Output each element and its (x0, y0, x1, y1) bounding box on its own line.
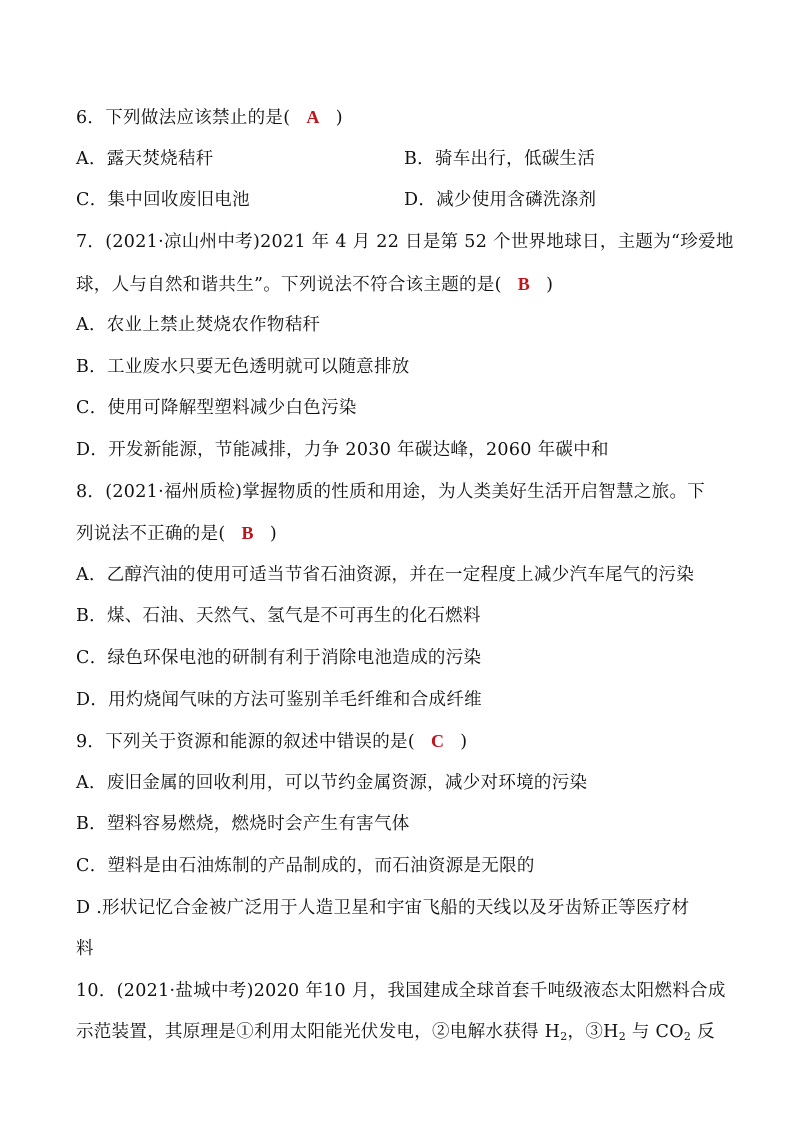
q10-line2-part-b: ，③H (567, 1022, 619, 1042)
q10-stem-line-2 (76, 1020, 734, 1044)
q10-sub-co2: 2 (683, 1030, 692, 1043)
q7-option-b: B．工业废水只要无色透明就可以随意排放 (76, 357, 410, 377)
q6-close-paren: ) (335, 108, 343, 128)
question-7-stem (76, 272, 734, 297)
q10-sub-h2-b: 2 (618, 1030, 627, 1043)
q10-sub-h2-a: 2 (560, 1030, 568, 1043)
q7-stem-line-2: 球，人与自然和谐共生”。下列说法不符合该主题的是( (76, 275, 502, 295)
q6-option-a: A．露天焚烧秸秆 (76, 149, 214, 169)
q8-option-a: A．乙醇汽油的使用可适当节省石油资源，并在一定程度上减少汽车尾气的污染 (76, 565, 695, 585)
q6-option-b: B．骑车出行，低碳生活 (404, 149, 596, 169)
q9-option-d-line-2: 料 (76, 939, 94, 959)
question-6-stem (76, 105, 734, 130)
q9-answer: C (430, 731, 445, 751)
q6-option-d: D．减少使用含磷洗涤剂 (404, 190, 597, 210)
question-8-stem (76, 521, 734, 546)
q7-stem-line-1: 7．(2021·凉山州中考)2021 年 4 月 22 日是第 52 个世界地球日，主题为“珍爱地 (76, 232, 734, 252)
q8-stem-line-1: 8．(2021·福州质检)掌握物质的性质和用途，为人类美好生活开启智慧之旅。下 (76, 482, 706, 502)
q6-option-c: C．集中回收废旧电池 (76, 190, 250, 210)
q7-option-d: D．开发新能源，节能减排，力争 2030 年碳达峰，2060 年碳中和 (76, 440, 609, 460)
q9-option-c: C．塑料是由石油炼制的产品制成的，而石油资源是无限的 (76, 856, 535, 876)
q7-answer: B (517, 274, 531, 294)
q6-stem-text: 6．下列做法应该禁止的是( (76, 108, 291, 128)
q10-line2-part-c: 与 CO (626, 1022, 684, 1042)
q7-option-c: C．使用可降解型塑料减少白色污染 (76, 398, 357, 418)
q8-option-c: C．绿色环保电池的研制有利于消除电池造成的污染 (76, 648, 482, 668)
question-6-options-row-1 (76, 147, 734, 171)
q7-close-paren: ) (546, 275, 554, 295)
q9-option-b: B．塑料容易燃烧，燃烧时会产生有害气体 (76, 814, 410, 834)
q9-stem-text: 9．下列关于资源和能源的叙述中错误的是( (76, 732, 415, 752)
question-9-stem (76, 729, 734, 754)
q10-line2-part-d: 反 (691, 1022, 715, 1042)
q8-close-paren: ) (269, 524, 277, 544)
q8-option-b: B．煤、石油、天然气、氢气是不可再生的化石燃料 (76, 606, 481, 626)
q10-stem-line-1: 10．(2021·盐城中考)2020 年10 月，我国建成全球首套千吨级液态太阳燃料合成 (76, 981, 726, 1001)
q6-answer: A (306, 107, 320, 127)
question-6-options-row-2 (76, 188, 734, 212)
q8-answer: B (241, 523, 254, 543)
q8-stem-line-2: 列说法不正确的是( (76, 524, 226, 544)
q9-close-paren: ) (460, 732, 468, 752)
q9-option-a: A．废旧金属的回收利用，可以节约金属资源，减少对环境的污染 (76, 773, 588, 793)
q9-option-d-line-1: D .形状记忆合金被广泛用于人造卫星和宇宙飞船的天线以及牙齿矫正等医疗材 (76, 898, 690, 918)
q8-option-d: D．用灼烧闻气味的方法可鉴别羊毛纤维和合成纤维 (76, 690, 482, 710)
q10-line2-part-a: 示范装置，其原理是①利用太阳能光伏发电，②电解水获得 H (76, 1022, 561, 1042)
q7-option-a: A．农业上禁止焚烧农作物秸秆 (76, 315, 321, 335)
